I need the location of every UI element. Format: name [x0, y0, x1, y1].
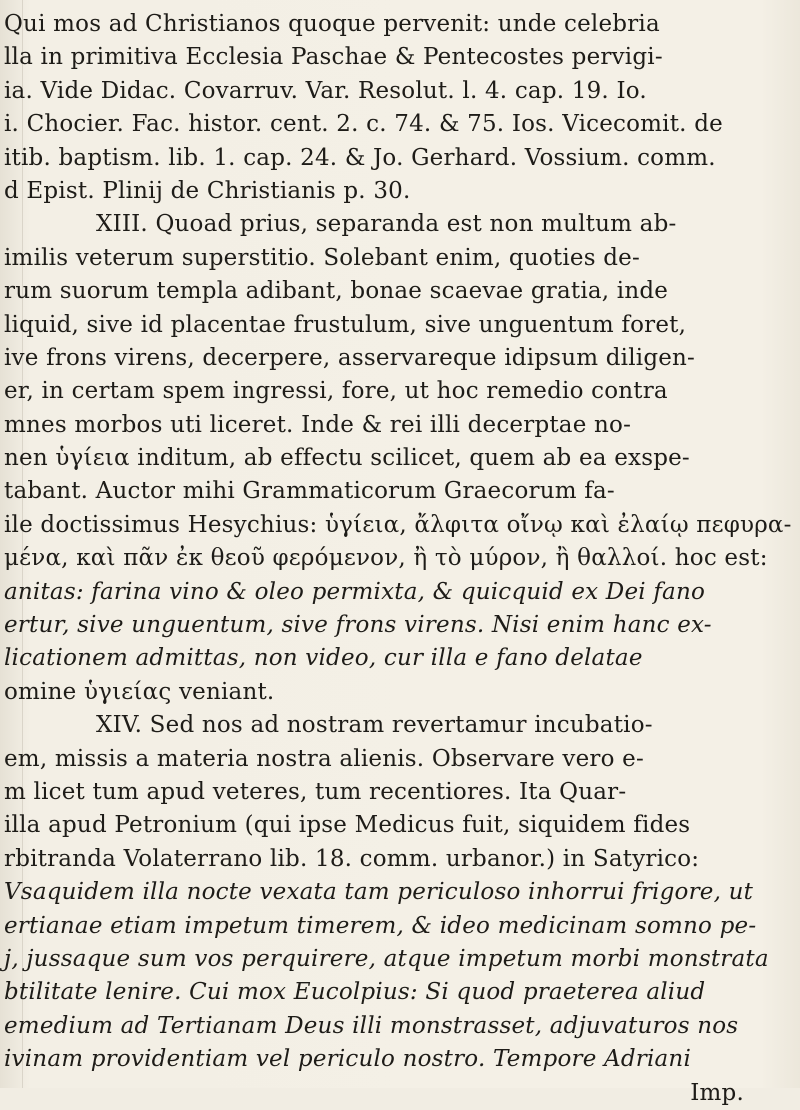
text-line: i. Chocier. Fac. histor. cent. 2. c. 74. & 75. Ios. Vicecomit. de: [4, 111, 723, 138]
text-line: ia. Vide Didac. Covarruv. Var. Resolut. l. 4. cap. 19. Io.: [4, 77, 647, 104]
text-line: lla in primitiva Ecclesia Paschae & Pentecostes pervigi-: [4, 44, 663, 71]
text-line: emedium ad Tertianam Deus illi monstrasset, adjuvaturos nos: [4, 1012, 739, 1039]
text-line: Vsaquidem illa nocte vexata tam periculoso inhorrui frigore, ut: [4, 879, 754, 906]
text-line: liquid, sive id placentae frustulum, sive unguentum foret,: [4, 311, 687, 338]
text-line: ive frons virens, decerpere, asservareque idipsum diligen-: [4, 344, 696, 371]
text-line: ertianae etiam impetum timerem, & ideo medicinam somno pe-: [4, 912, 757, 939]
text-line: rum suorum templa adibant, bonae scaevae gratia, inde: [4, 278, 669, 305]
text-line: illa apud Petronium (qui ipse Medicus fuit, siquidem fides: [4, 812, 691, 839]
text-line: licationem admittas, non video, cur illa e fano delatae: [4, 645, 643, 672]
text-line: er, in certam spem ingressi, fore, ut hoc remedio contra: [4, 378, 668, 405]
text-line: omine ὑγιείας veniant.: [4, 678, 275, 705]
text-line: mnes morbos uti liceret. Inde & rei illi decerptae no-: [4, 411, 632, 438]
text-line: itib. baptism. lib. 1. cap. 24. & Jo. Gerhard. Vossium. comm.: [4, 144, 716, 171]
text-line: ile doctissimus Hesychius: ὑγίεια, ἄλφιτα οἴνῳ καὶ ἐλαίῳ πεφυρα-: [4, 511, 792, 538]
text-line: m licet tum apud veteres, tum recentiores. Ita Quar-: [4, 778, 627, 805]
text-line: XIV. Sed nos ad nostram revertamur incubatio-: [96, 712, 653, 739]
text-line: Imp.: [690, 1079, 744, 1106]
text-line: nen ὑγίεια inditum, ab effectu scilicet, quem ab ea exspe-: [4, 445, 690, 472]
text-line: imilis veterum superstitio. Solebant enim, quoties de-: [4, 244, 640, 271]
text-line: em, missis a materia nostra alienis. Observare vero e-: [4, 745, 644, 772]
text-line: j, jussaque sum vos perquirere, atque impetum morbi monstrata: [4, 945, 769, 972]
text-line: ertur, sive unguentum, sive frons virens. Nisi enim hanc ex-: [4, 612, 712, 639]
text-line: d Epist. Plinij de Christianis p. 30.: [4, 177, 411, 204]
text-line: anitas: farina vino & oleo permixta, & quicquid ex Dei fano: [4, 578, 706, 605]
text-line: XIII. Quoad prius, separanda est non multum ab-: [96, 211, 677, 238]
text-line: btilitate lenire. Cui mox Eucolpius: Si quod praeterea aliud: [4, 979, 706, 1006]
text-line: μένα, καὶ πᾶν ἐκ θεοῦ φερόμενον, ἢ τὸ μύρον, ἢ θαλλοί. hoc est:: [4, 545, 768, 572]
text-line: Qui mos ad Christianos quoque pervenit: unde celebria: [4, 11, 660, 37]
text-line: rbitranda Volaterrano lib. 18. comm. urbanor.) in Satyrico:: [4, 845, 700, 872]
text-line: tabant. Auctor mihi Grammaticorum Graecorum fa-: [4, 478, 615, 505]
text-line: ivinam providentiam vel periculo nostro. Tempore Adriani: [4, 1046, 692, 1073]
page-text: [0, 8, 800, 1110]
